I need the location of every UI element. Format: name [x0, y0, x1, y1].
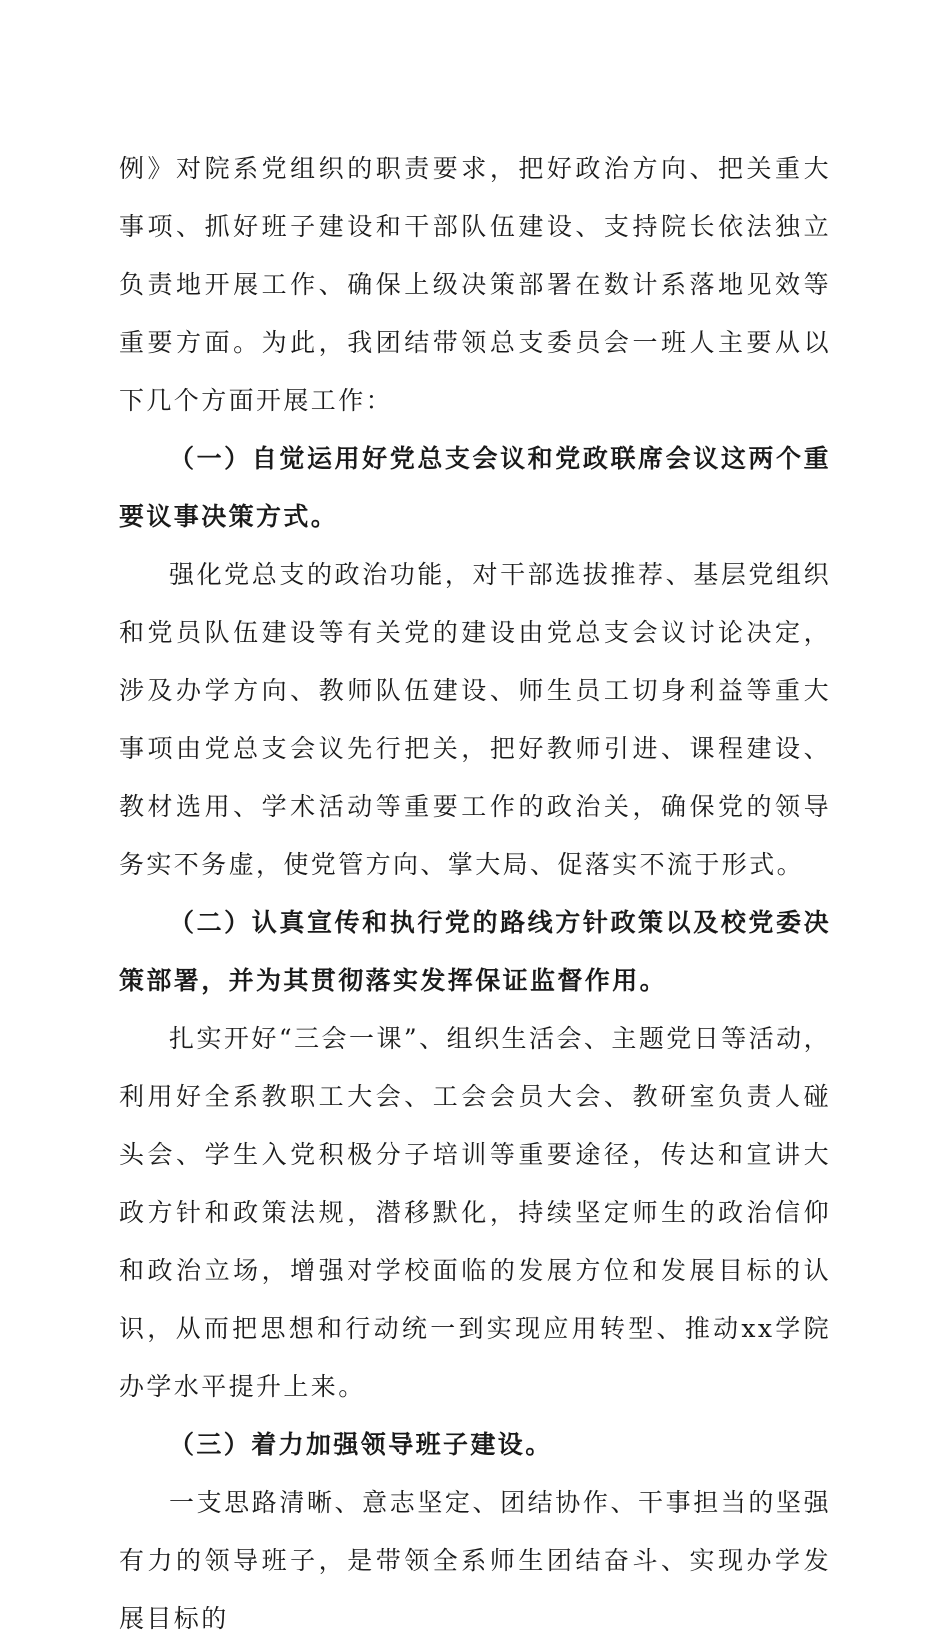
document-body	[119, 140, 831, 1648]
section-heading-2: （二）认真宣传和执行党的路线方针政策以及校党委决策部署，并为其贯彻落实发挥保证监督作用。	[119, 908, 831, 995]
paragraph-section-1: 强化党总支的政治功能，对干部选拔推荐、基层党组织和党员队伍建设等有关党的建设由党总支会议讨论决定，涉及办学方向、教师队伍建设、师生员工切身利益等重大事项由党总支会议先行把关，把好教师引进、课程建设、教材选用、学术活动等重要工作的政治关，确保党的领导务实不务虚，使党管方向、掌大局、促落实不流于形式。	[119, 560, 831, 879]
section-heading-1: （一）自觉运用好党总支会议和党政联席会议这两个重要议事决策方式。	[119, 444, 831, 531]
section-heading-3: （三）着力加强领导班子建设。	[169, 1430, 553, 1459]
paragraph-section-2: 扎实开好“三会一课”、组织生活会、主题党日等活动，利用好全系教职工大会、工会会员大会、教研室负责人碰头会、学生入党积极分子培训等重要途径，传达和宣讲大政方针和政策法规，潜移默化，持续坚定师生的政治信仰和政治立场，增强对学校面临的发展方位和发展目标的认识，从而把思想和行动统一到实现应用转型、推动xx学院办学水平提升上来。	[119, 1024, 831, 1401]
paragraph-continued: 例》对院系党组织的职责要求，把好政治方向、把关重大事项、抓好班子建设和干部队伍建设、支持院长依法独立负责地开展工作、确保上级决策部署在数计系落地见效等重要方面。为此，我团结带领总支委员会一班人主要从以下几个方面开展工作：	[119, 154, 831, 415]
paragraph-section-3: 一支思路清晰、意志坚定、团结协作、干事担当的坚强有力的领导班子，是带领全系师生团结奋斗、实现办学发展目标的	[119, 1488, 831, 1633]
